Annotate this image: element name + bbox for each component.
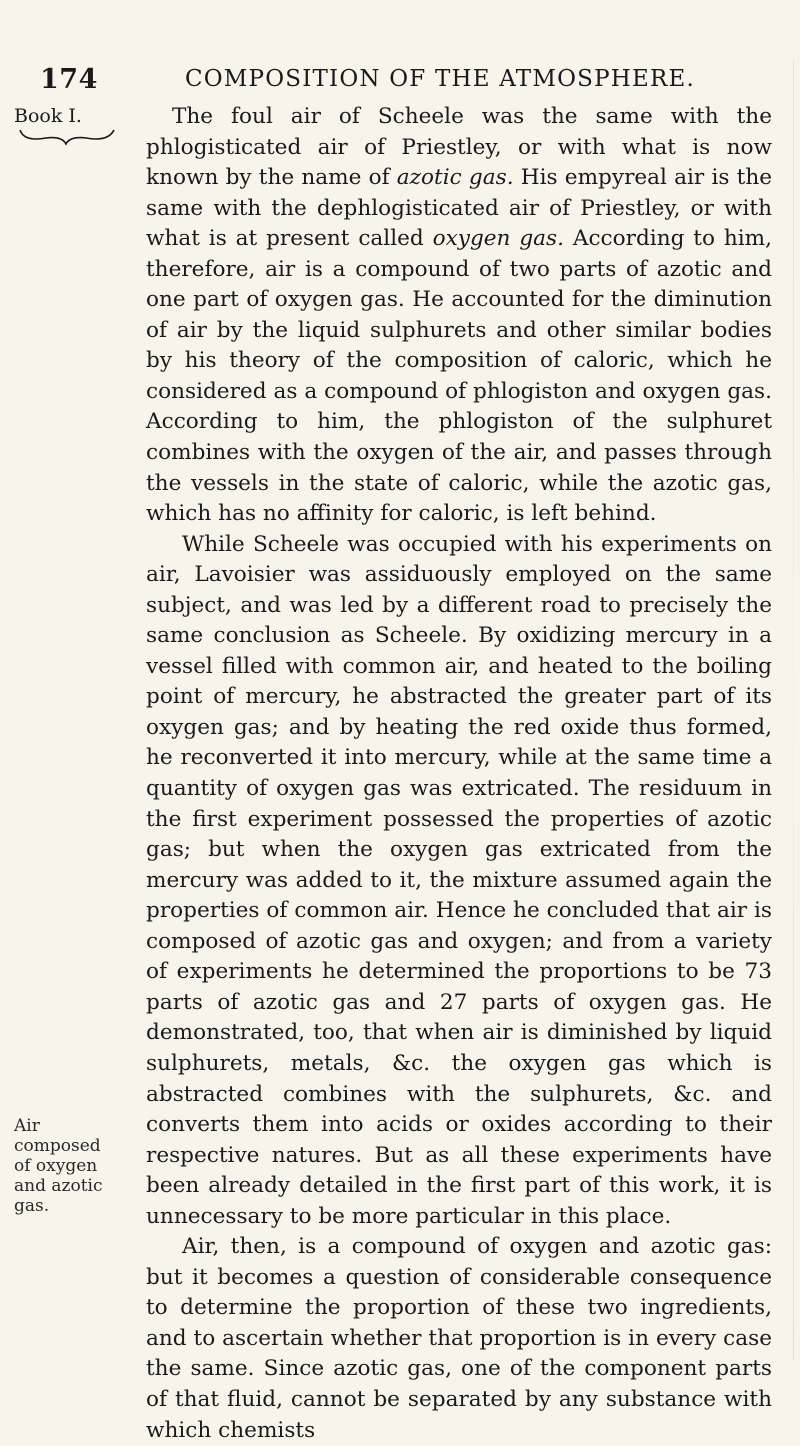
term-oxygen-gas: oxygen gas. [432, 226, 564, 252]
marginal-note-air: Air composed of oxygen and azotic gas. [14, 1116, 103, 1216]
scan-edge-shadow [793, 60, 794, 1360]
paragraph [146, 530, 772, 1233]
body-text [146, 102, 772, 1446]
page-number: 174 [40, 64, 98, 95]
running-head: COMPOSITION OF THE ATMOSPHERE. [184, 66, 696, 92]
book-label: Book I. [14, 105, 82, 127]
text-segment: According to him, therefore, air is a compound of two parts of azotic and one part of oxygen gas. He accounted for the diminution of air by the liquid sulphurets and other similar bodies by his theory of the composition of caloric, which he considered as a compound of phlogiston and oxygen gas. According to him, the phlogiston of the sulphuret combines with the oxygen of the air, and passes through the vessels in the state of caloric, while the azotic gas, which has no affinity for caloric, is left behind. [146, 226, 772, 527]
paragraph [146, 1232, 772, 1446]
text-segment: While Scheele was occupied with his experiments on air, Lavoisier was assiduously employed on the same subject, and was led by a different road to precisely the same conclusion as Scheele. By oxidizing mercury in a vessel filled with common air, and heated to the boiling point of mercury, he abstracted the greater part of its oxygen gas; and by heating the red oxide thus formed, he reconverted it into mercury, while at the same time a quantity of oxygen gas was extricated. The residuum in the first experiment possessed the properties of azotic gas; but when the oxygen gas extricated from the mercury was added to it, the mixture assumed again the properties of common air. Hence he concluded that air is composed of azotic gas and oxygen; and from a variety of experiments he determined the proportions to be 73 parts of azotic gas and 27 parts of oxygen gas. He demonstrated, too, that when air is diminished by liquid sulphurets, metals, &c. the oxygen gas which is abstracted combines with the sulphurets, &c. and converts them into acids or oxides according to their respective natures. But as all these experiments have been already detailed in the first part of this work, it is unnecessary to be more particular in this place. [146, 531, 772, 1229]
paragraph [146, 102, 772, 530]
text-segment: His empyreal air is the same with the dephlogisticated air of Priestley, or with what is at present called [146, 165, 773, 252]
brace-ornament-icon [18, 128, 118, 146]
term-azotic-gas: azotic gas. [396, 165, 514, 191]
page-header [40, 60, 780, 100]
text-segment: Air, then, is a compound of oxygen and azotic gas: but it becomes a question of considerable consequence to determine the proportion of these two ingredients, and to ascertain whether that proportion is in every case the same. Since azotic gas, one of the component parts of that fluid, cannot be separated by any substance with which chemists [146, 1234, 772, 1443]
text-segment: The foul air of Scheele was the same with the phlogisticated air of Priestley, or with what is now known by the name of [146, 104, 772, 191]
